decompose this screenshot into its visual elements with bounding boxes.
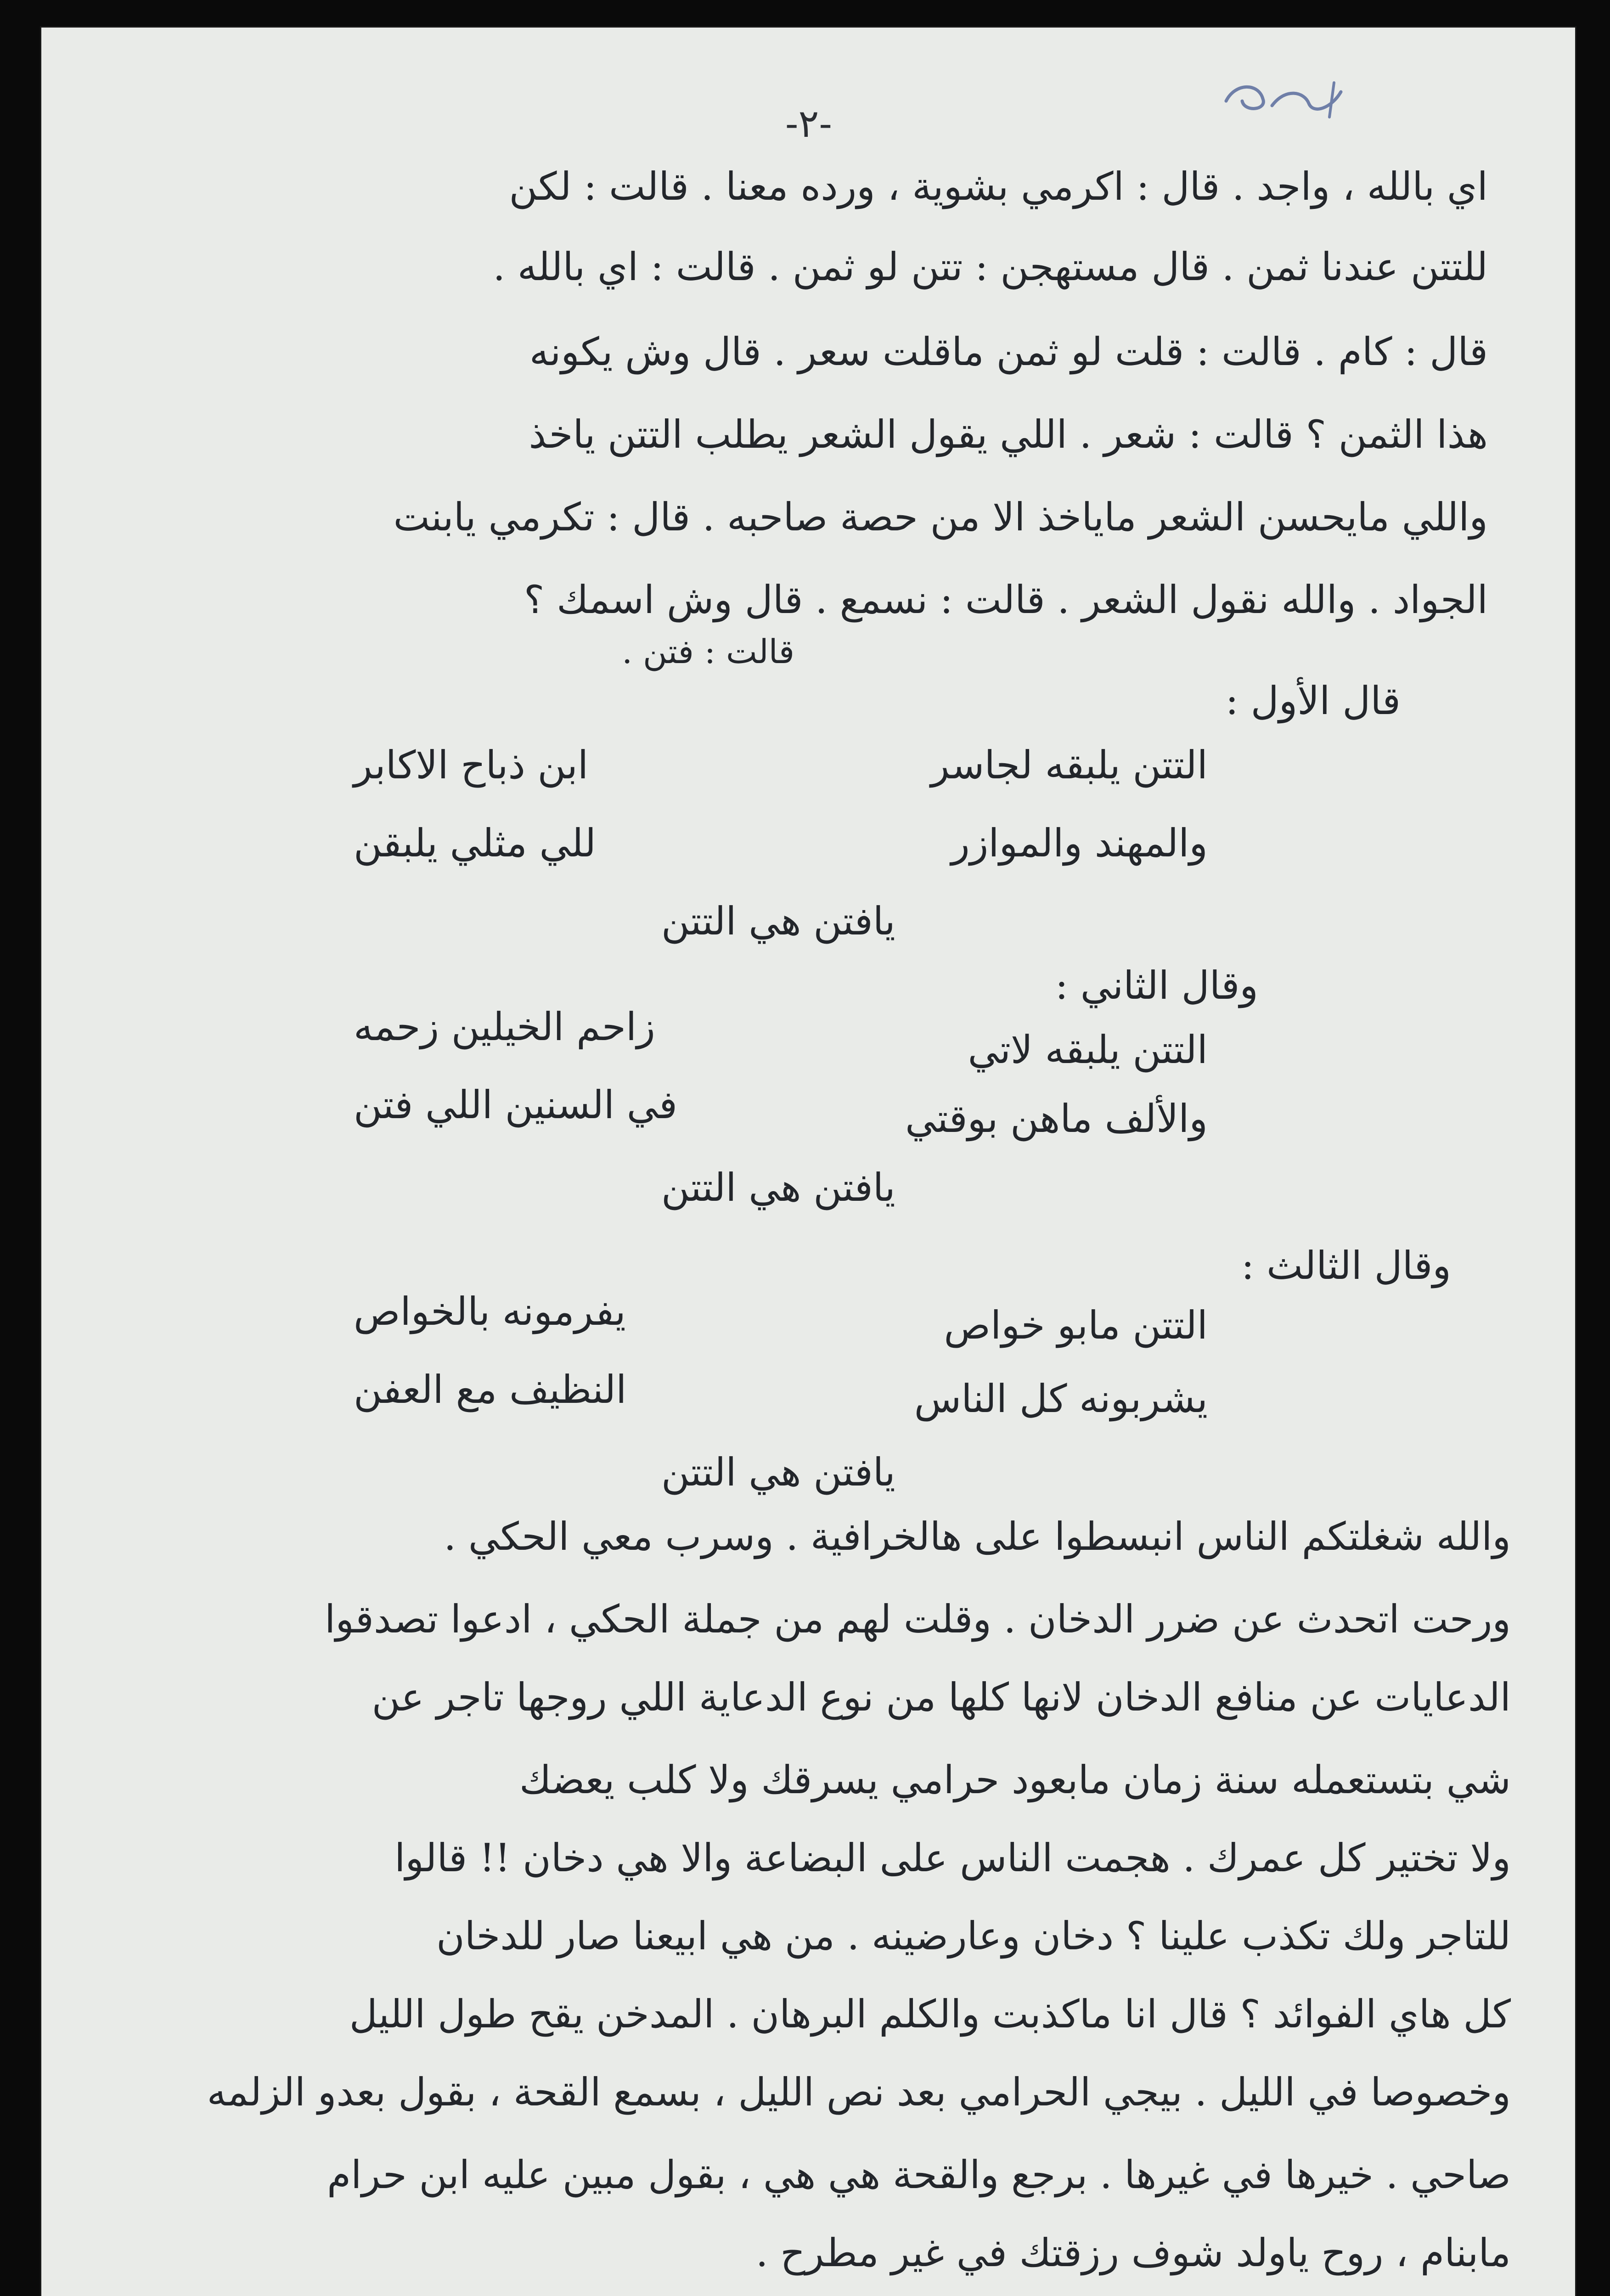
- poem-3-verse-2-left: النظيف مع العفن: [354, 1367, 627, 1412]
- poem-1-verse-2-right: والمهند والموازر: [951, 821, 1208, 866]
- paragraph-2-line-8: وخصوصا في الليل . بيجي الحرامي بعد نص الليل ، بسمع القحة ، بقول بعدو الزلمه: [207, 2070, 1511, 2115]
- paragraph-1-line-5: واللي مايحسن الشعر ماياخذ الا من حصة صاحبه . قال : تكرمي يابنت: [393, 495, 1488, 540]
- paragraph-1-line-2: للتتن عندنا ثمن . قال مستهجن : تتن لو ثمن . قالت : اي بالله .: [493, 244, 1488, 289]
- paragraph-1-line-7: قالت : فتن .: [622, 632, 794, 671]
- poem-2-refrain: يافتن هي التتن: [661, 1165, 895, 1210]
- page-number: -٢-: [785, 101, 832, 146]
- paragraph-1-line-4: هذا الثمن ؟ قالت : شعر . اللي يقول الشعر يطلب التتن ياخذ: [529, 412, 1488, 457]
- handwritten-corner-mark: [1217, 73, 1355, 129]
- paragraph-2-line-5: ولا تختير كل عمرك . هجمت الناس على البضاعة والا هي دخان !! قالوا: [394, 1835, 1511, 1880]
- poem-1-verse-1-left: ابن ذباح الاكابر: [354, 743, 589, 788]
- intro-2: وقال الثاني :: [1055, 963, 1258, 1008]
- poem-2-verse-1-right: التتن يلبقه لاتي: [968, 1027, 1208, 1072]
- poem-1-verse-2-left: للي مثلي يلبقن: [354, 821, 596, 866]
- intro-3: وقال الثالث :: [1241, 1243, 1451, 1288]
- poem-3-refrain: يافتن هي التتن: [661, 1450, 895, 1495]
- paragraph-2-line-9: صاحي . خيرها في غيرها . برجع والقحة هي هي ، بقول مبين عليه ابن حرام: [327, 2152, 1511, 2197]
- paragraph-2-line-3: الدعايات عن منافع الدخان لانها كلها من نوع الدعاية اللي روجها تاجر عن: [372, 1675, 1511, 1720]
- paragraph-2-line-7: كل هاي الفوائد ؟ قال انا ماكذبت والكلم البرهان . المدخن يقح طول الليل: [349, 1992, 1511, 2037]
- paragraph-2-line-1: والله شغلتكم الناس انبسطوا على هالخرافية . وسرب معي الحكي .: [444, 1514, 1511, 1559]
- paragraph-1-line-3: قال : كام . قالت : قلت لو ثمن ماقلت سعر . قال وش يكونه: [529, 329, 1488, 374]
- poem-1-refrain: يافتن هي التتن: [661, 899, 895, 944]
- paragraph-1-line-6: الجواد . والله نقول الشعر . قالت : نسمع . قال وش اسمك ؟: [524, 577, 1488, 622]
- poem-3-verse-1-left: يفرمونه بالخواص: [354, 1289, 626, 1334]
- poem-2-verse-2-right: والألف ماهن بوقتي: [905, 1096, 1208, 1141]
- poem-2-verse-1-left: زاحم الخيلين زحمه: [354, 1004, 655, 1049]
- poem-2-verse-2-left: في السنين اللي فتن: [354, 1082, 677, 1127]
- poem-3-verse-1-right: التتن مابو خواص: [944, 1303, 1208, 1348]
- paper-sheet: [41, 28, 1575, 2296]
- paragraph-2-line-6: للتاجر ولك تكذب علينا ؟ دخان وعارضينه . من هي ابيعنا صار للدخان: [436, 1913, 1511, 1958]
- poem-3-verse-2-right: يشربونه كل الناس: [914, 1376, 1208, 1421]
- paragraph-1-line-1: اي بالله ، واجد . قال : اكرمي بشوية ، ورده معنا . قالت : لكن: [509, 164, 1488, 209]
- paragraph-2-line-10: مابنام ، روح ياولد شوف رزقتك في غير مطرح .: [755, 2230, 1511, 2275]
- paragraph-1-line-8: قال الأول :: [1225, 678, 1401, 723]
- paragraph-2-line-4: شي بتستعمله سنة زمان مابعود حرامي يسرقك ولا كلب يعضك: [519, 1757, 1511, 1802]
- paragraph-2-line-2: ورحت اتحدث عن ضرر الدخان . وقلت لهم من جملة الحكي ، ادعوا تصدقوا: [325, 1597, 1511, 1642]
- poem-1-verse-1-right: التتن يلبقه لجاسر: [930, 743, 1208, 788]
